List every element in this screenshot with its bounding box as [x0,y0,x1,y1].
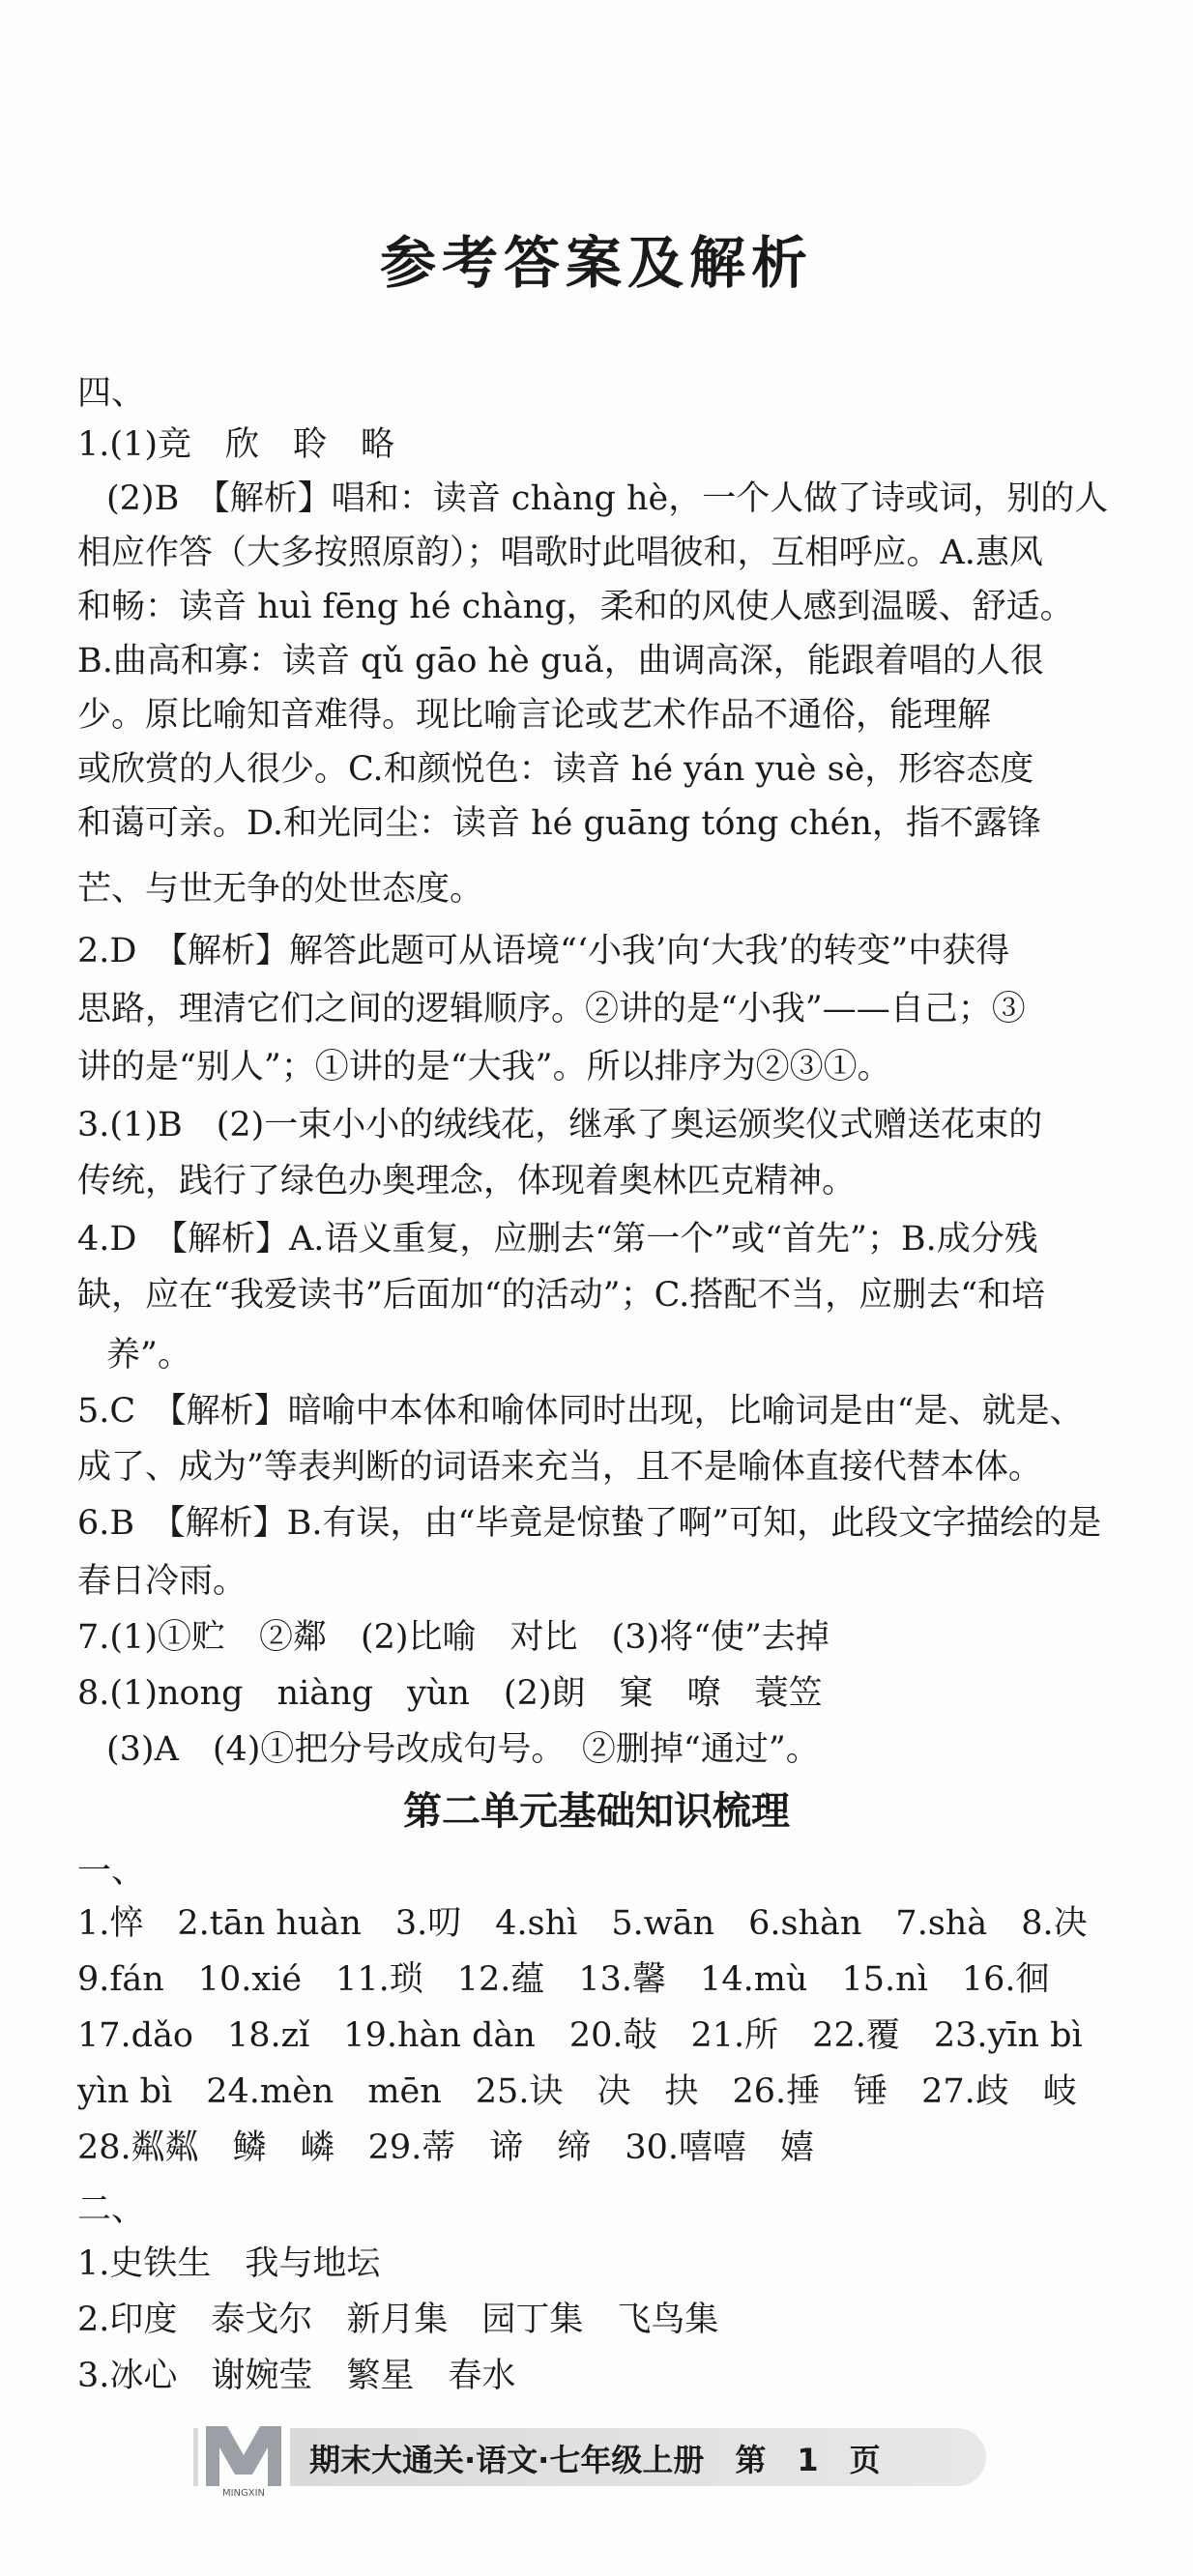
text-line: 8.(1)nong niàng yùn (2)朗 窠 嘹 蓑笠 [77,1674,823,1713]
text-line: 28.粼粼 鳞 嶙 29.蒂 谛 缔 30.嘻嘻 嬉 [77,2128,814,2167]
text-line: 3.(1)B (2)一束小小的绒线花，继承了奥运颁奖仪式赠送花束的 [77,1106,1043,1144]
text-line: 17.dǎo 18.zǐ 19.hàn dàn 20.敧 21.所 22.覆 23.yīn bì [77,2016,1083,2055]
text-line: (3)A (4)①把分号改成句号。 ②删掉“通过”。 [106,1730,820,1769]
text-line: 5.C 【解析】暗喻中本体和喻体同时出现，比喻词是由“是、就是、 [77,1392,1084,1431]
text-line: 1.(1)竞 欣 聆 略 [77,425,394,464]
text-line: 和蔼可亲。D.和光同尘：读音 hé guāng tóng chén，指不露锋 [77,804,1041,843]
logo-text: MINGXIN [221,2488,266,2499]
text-line: 1.悴 2.tān huàn 3.叨 4.shì 5.wān 6.shàn 7.shà 8.决 [77,1904,1088,1943]
text-line: 思路，理清它们之间的逻辑顺序。②讲的是“小我”——自己；③ [77,990,1026,1028]
text-line: 3.冰心 谢婉莹 繁星 春水 [77,2357,516,2395]
text-line: yìn bì 24.mèn mēn 25.诀 决 抉 26.捶 锤 27.歧 岐 [77,2072,1077,2111]
text-line: 4.D 【解析】A.语义重复，应删去“第一个”或“首先”；B.成分残 [77,1220,1038,1259]
page-title: 参考答案及解析 [379,230,813,296]
text-line: 二、 [77,2190,146,2229]
text-line: 一、 [77,1852,146,1891]
text-line: 养”。 [106,1336,191,1375]
text-line: 芒、与世无争的处世态度。 [77,870,484,909]
text-line: (2)B 【解析】唱和：读音 chàng hè，一个人做了诗或词，别的人 [106,479,1109,518]
text-line: 2.D 【解析】解答此题可从语境“‘小我’向‘大我’的转变”中获得 [77,932,1010,970]
section-title: 第二单元基础知识梳理 [403,1789,790,1834]
text-line: 和畅：读音 huì fēng hé chàng，柔和的风使人感到温暖、舒适。 [77,588,1074,626]
text-line: 2.印度 泰戈尔 新月集 园丁集 飞鸟集 [77,2301,719,2339]
text-line: 相应作答（大多按照原韵）；唱歌时此唱彼和，互相呼应。A.惠风 [77,534,1043,572]
text-line: 传统，践行了绿色办奥理念，体现着奥林匹克精神。 [77,1162,857,1201]
text-line: 四、 [77,374,146,413]
footer-text: 期末大通关·语文·七年级上册 第 1 页 [309,2442,881,2478]
text-line: B.曲高和寡：读音 qǔ gāo hè guǎ，曲调高深，能跟着唱的人很 [77,642,1044,680]
publisher-logo-icon [198,2417,290,2499]
text-line: 9.fán 10.xié 11.琐 12.蕴 13.馨 14.mù 15.nì 16.徊 [77,1960,1050,1999]
text-line: 少。原比喻知音难得。现比喻言论或艺术作品不通俗，能理解 [77,696,992,735]
text-line: 讲的是“别人”；①讲的是“大我”。所以排序为②③①。 [77,1048,891,1086]
text-line: 缺，应在“我爱读书”后面加“的活动”；C.搭配不当，应删去“和培 [77,1276,1046,1315]
text-line: 或欣赏的人很少。C.和颜悦色：读音 hé yán yuè sè，形容态度 [77,750,1034,789]
text-line: 7.(1)①贮 ②鄰 (2)比喻 对比 (3)将“使”去掉 [77,1618,829,1657]
text-line: 6.B 【解析】B.有误，由“毕竟是惊蛰了啊”可知，此段文字描绘的是 [77,1504,1102,1543]
text-line: 成了、成为”等表判断的词语来充当，且不是喻体直接代替本体。 [77,1448,1042,1487]
text-line: 春日冷雨。 [77,1562,247,1601]
footer-bar [193,2428,986,2486]
text-line: 1.史铁生 我与地坛 [77,2244,381,2283]
